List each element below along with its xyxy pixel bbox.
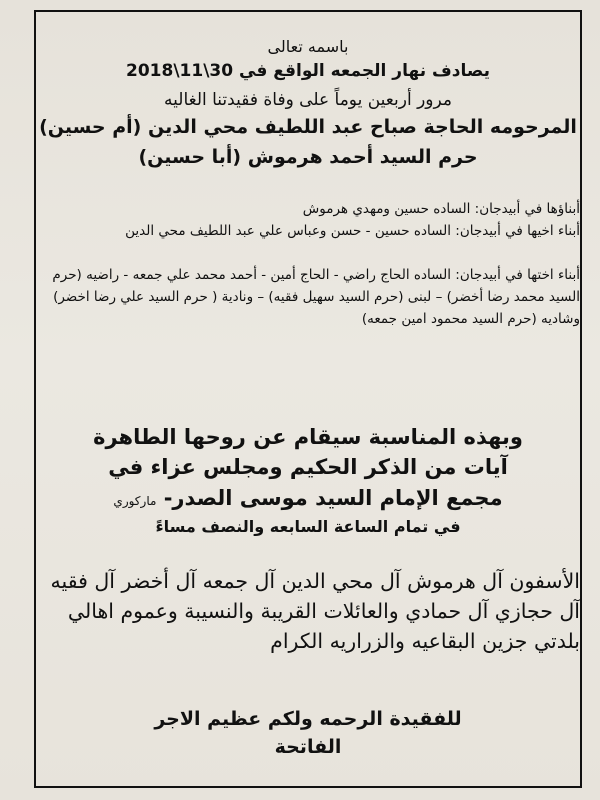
venue-area: ماركوري bbox=[113, 494, 157, 508]
date-line: يصادف نهار الجمعه الواقع في 30\11\2018 bbox=[125, 61, 490, 81]
sister-sons-text: أبناء اختها في أبيدجان: الساده الحاج راضي - الحاج أمين - أحمد محمد علي جمعه - راضيه (حرم السيد محمد رضا أخضر) – لبنى (حرم السيد سهيل فقيه) – ونادية ( حرم السيد علي رضا اخضر) وشاديه (حرم السيد محمود امين جمعه) bbox=[52, 267, 580, 327]
occasion-line-1: وبهذه المناسبة سيقام عن روحها الطاهرة bbox=[93, 425, 523, 449]
fatiha-line: الفاتحة bbox=[274, 736, 342, 758]
occasion-line-2: آيات من الذكر الحكيم ومجلس عزاء في bbox=[108, 455, 508, 479]
sons-line: أبناؤها في أبيدجان: الساده حسين ومهدي هرموش bbox=[302, 201, 580, 217]
basmala-line: باسمه تعالى bbox=[267, 37, 349, 56]
brother-sons-text: أبناء اخيها في أبيدجان: الساده حسين - حسن وعباس علي عبد اللطيف محي الدين bbox=[125, 223, 580, 239]
condolers-text: الأسفون آل هرموش آل محي الدين آل جمعه آل أخضر آل فقيه آل حجازي آل حمادي والعائلات القريبة والنسيبة وعموم اهالي بلدتي جزين البقاعيه والزراريه الكرام bbox=[50, 569, 580, 653]
venue-line bbox=[36, 483, 580, 516]
husband-name: حرم السيد أحمد هرموش (أبا حسين) bbox=[138, 146, 478, 168]
venue-name: مجمع الإمام السيد موسى الصدر- bbox=[156, 486, 503, 510]
time-line: في تمام الساعة السابعه والنصف مساءً bbox=[155, 517, 461, 536]
forty-days-line: مرور أربعين يوماً على وفاة فقيدتنا الغاليه bbox=[164, 90, 452, 110]
closing-line: للفقيدة الرحمه ولكم عظيم الاجر bbox=[154, 708, 462, 730]
deceased-name: المرحومه الحاجة صباح عبد اللطيف محي الدين (أم حسين) bbox=[39, 116, 577, 138]
